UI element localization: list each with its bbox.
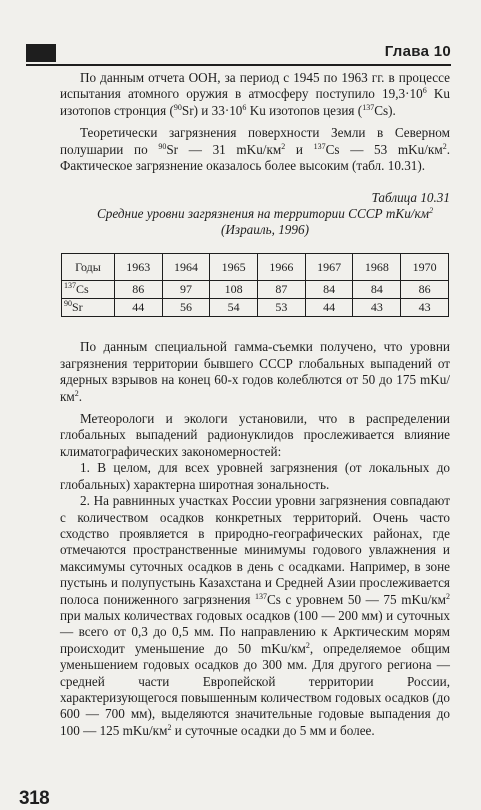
paragraph-point-2: 2. На равнинных участках России уровни загрязнения совпадают с количеством осадков конкретных территорий. Очень часто сходство проявляется в природно-географических районах, где отмечаются пространственные минимумы годового увлажнения и максимумы суточных осадков в день с осадками. Например, в зоне пустынь и полупустынь Казахстана и Средней Азии прослеживается полоса пониженного загрязнения $^{137}$Cs с уровнем 50 — 75 mKu/$км^2$ при малых количествах годовых осадков (100 — 200 мм) и суточных — всего от 0,3 до 0,5 мм. По направлению к Арктическим морям происходит уменьшение до 50 mKu/$км^2$, определяемое общим уменьшением годовых осадков до 300 мм. Для другого региона — средней части Европейской территории России, характеризующегося повышенным количеством годовых осадков (до 600 — 700 мм), выделяются значительные годовые выпадения до 100 — 125 mKu/$км^2$ и суточные осадки до 5 мм и более. xyxy=(60,493,450,738)
row-label-cs137: $^{137}$Cs xyxy=(62,281,115,299)
table-cell: 97 xyxy=(162,281,210,299)
header-cell: 1964 xyxy=(162,254,210,281)
header-cell: 1966 xyxy=(258,254,306,281)
table-row xyxy=(62,299,449,317)
table-cell: 87 xyxy=(258,281,306,299)
table-row xyxy=(62,281,449,299)
running-header xyxy=(26,42,451,66)
chapter-title: Глава 10 xyxy=(384,43,451,60)
table-cell: 86 xyxy=(401,281,449,299)
header-cell: Годы xyxy=(62,254,115,281)
table-title: Средние уровни загрязнения на территории СССР mKu/$км^2$ (Израиль, 1996) xyxy=(96,206,434,238)
table-cell: 84 xyxy=(305,281,353,299)
table-cell: 86 xyxy=(114,281,162,299)
table-cell: 53 xyxy=(258,299,306,317)
table-cell: 44 xyxy=(305,299,353,317)
table-header-row xyxy=(62,254,449,281)
row-label-sr90: $^{90}$Sr xyxy=(62,299,115,317)
paragraph-theoretical-contamination: Теоретически загрязнения поверхности Земли в Северном полушарии по $^{90}$Sr — 31 mKu/$км^2$ и $^{137}$Cs — 53 mKu/$км^2$. Фактическое загрязнение оказалось более высоким (табл. 10.31). xyxy=(60,125,450,174)
table-number: Таблица 10.31 xyxy=(371,190,450,206)
table-cell: 43 xyxy=(401,299,449,317)
paragraph-meteorologists: Метеорологи и экологи установили, что в распределении глобальных выпадений радионуклидов прослеживается влияние климатографических закономерностей: xyxy=(60,411,450,459)
table-cell: 84 xyxy=(353,281,401,299)
contamination-table xyxy=(61,253,449,317)
header-cell: 1965 xyxy=(210,254,258,281)
page-number: 318 xyxy=(19,788,50,809)
table-cell: 54 xyxy=(210,299,258,317)
table-cell: 43 xyxy=(353,299,401,317)
header-cell: 1968 xyxy=(353,254,401,281)
table-cell: 44 xyxy=(114,299,162,317)
paragraph-un-report: По данным отчета ООН, за период с 1945 по 1963 гг. в процессе испытания атомного оружия в атмосферу поступило $19,3\cdot 10^6$ Ku изотопов стронция ($^{90}$Sr) и $33\cdot 10^6$ Ku изотопов цезия ($^{137}$Cs). xyxy=(60,70,450,118)
header-cell: 1967 xyxy=(305,254,353,281)
header-cell: 1970 xyxy=(401,254,449,281)
table-cell: 56 xyxy=(162,299,210,317)
table-cell: 108 xyxy=(210,281,258,299)
header-marker-block xyxy=(26,44,56,62)
paragraph-gamma-survey: По данным специальной гамма-съемки получено, что уровни загрязнения территории бывшего СССР глобальных выпадений от ядерных взрывов на конец 60-х годов колеблются от 50 до 175 mKu/$км^2$. xyxy=(60,339,450,404)
page-body xyxy=(60,70,450,739)
paragraph-point-1: 1. В целом, для всех уровней загрязнения (от локальных до глобальных) характерна широтная зональность. xyxy=(60,460,450,492)
header-cell: 1963 xyxy=(114,254,162,281)
